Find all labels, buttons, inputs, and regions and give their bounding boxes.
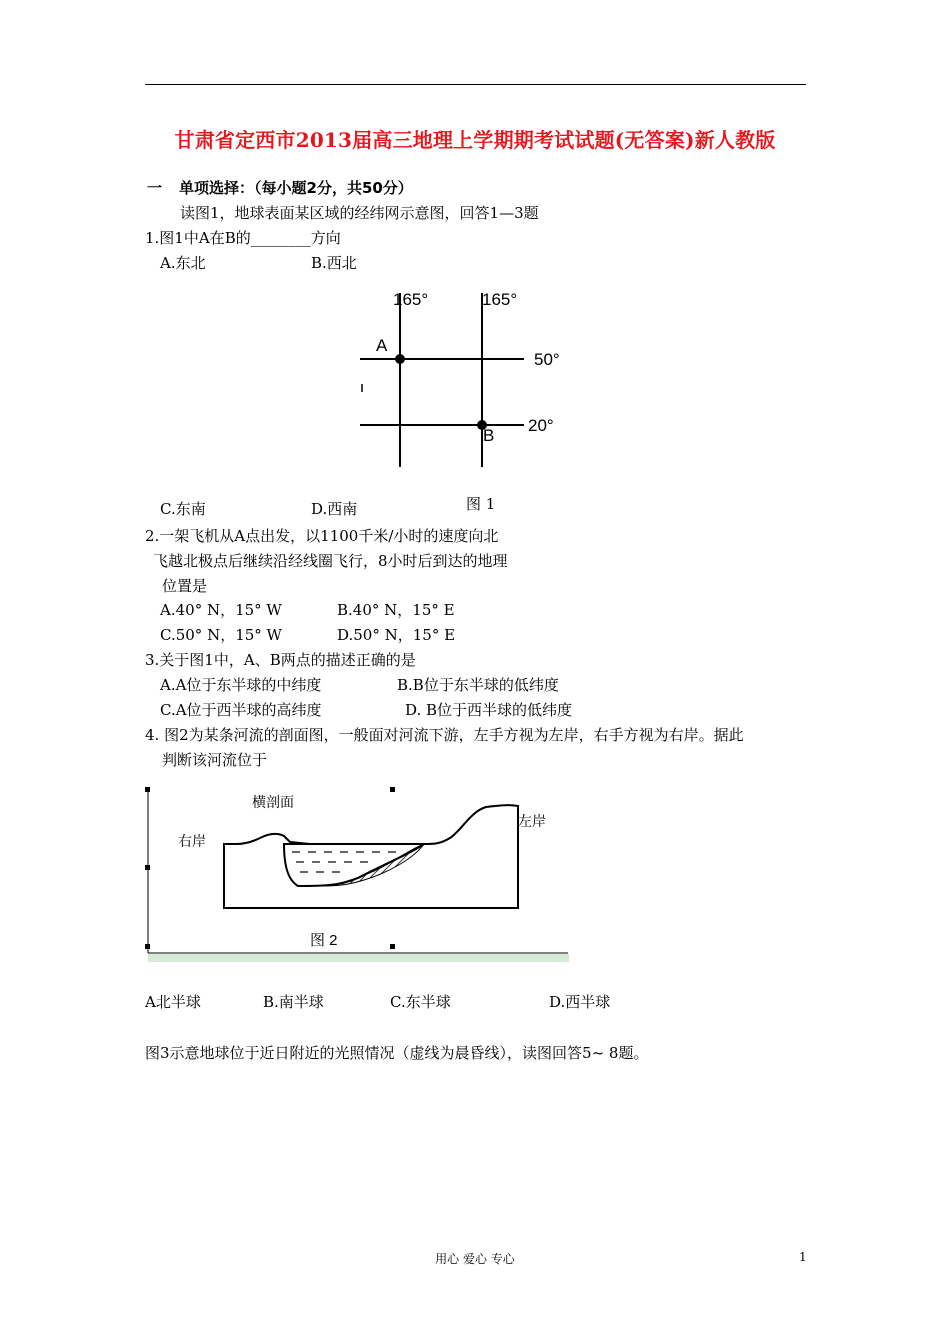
- q2-option-b: B.40° N，15° E: [337, 601, 455, 619]
- page-number: 1: [799, 1250, 807, 1264]
- q3-option-a: A.A位于东半球的中纬度: [160, 676, 322, 694]
- figure-1-grid: [350, 283, 580, 473]
- fig2-left-bank-label: 左岸: [518, 813, 546, 829]
- q1-stem: 1.图1中A在B的________方向: [145, 229, 341, 247]
- q4-option-b: B.南半球: [263, 993, 324, 1011]
- section-heading: 单项选择：（每小题2分，共50分）: [179, 179, 413, 197]
- frame-handle: [390, 944, 395, 949]
- q2-option-d: D.50° N，15° E: [337, 626, 456, 644]
- fig2-right-bank-label: 右岸: [178, 833, 206, 849]
- fig2-heading: 横剖面: [252, 794, 294, 810]
- section-number: 一: [147, 179, 163, 197]
- q2-stem-line3: 位置是: [162, 577, 208, 595]
- intro-fig1: 读图1，地球表面某区域的经纬网示意图，回答1—3题: [180, 204, 539, 222]
- q3-option-b: B.B位于东半球的低纬度: [397, 676, 559, 694]
- lon-label-right: 165°: [482, 290, 518, 309]
- q2-option-c: C.50° N，15° W: [160, 626, 282, 644]
- green-band: [148, 954, 569, 962]
- lat-label-bottom: 20°: [528, 416, 554, 435]
- q3-option-d: D. B位于西半球的低纬度: [405, 701, 573, 719]
- header-rule: [145, 84, 806, 85]
- q3-stem: 3.关于图1中，A、B两点的描述正确的是: [145, 651, 416, 669]
- point-b-label: B: [483, 426, 495, 445]
- q1-option-d: D.西南: [311, 500, 358, 518]
- q3-option-c: C.A位于西半球的高纬度: [160, 701, 322, 719]
- q1-option-a: A.东北: [160, 254, 206, 272]
- q2-stem-line2: 飞越北极点后继续沿经线圈飞行，8小时后到达的地理: [153, 552, 508, 570]
- frame-handle: [390, 787, 395, 792]
- q1-option-c: C.东南: [160, 500, 206, 518]
- q4-option-a: A北半球: [145, 993, 201, 1011]
- q1-option-b: B.西北: [311, 254, 357, 272]
- q2-option-a: A.40° N，15° W: [160, 601, 282, 619]
- point-a-marker: [395, 354, 405, 364]
- fig2-caption: 图 2: [310, 932, 338, 949]
- intro-fig3: 图3示意地球位于近日附近的光照情况（虚线为晨昏线），读图回答5~ 8题。: [145, 1044, 649, 1062]
- lat-label-top: 50°: [534, 350, 560, 369]
- q2-stem-line1: 2.一架飞机从A点出发，以1100千米/小时的速度向北: [145, 527, 499, 545]
- figure-2-cross-section: [140, 782, 575, 964]
- lon-label-left: 165°: [393, 290, 429, 309]
- page-title: 甘肃省定西市2013届高三地理上学期期考试试题(无答案)新人教版: [174, 128, 776, 152]
- point-a-label: A: [376, 336, 388, 355]
- sediment-deposit: [326, 844, 424, 886]
- q4-stem-line2: 判断该河流位于: [162, 751, 268, 769]
- fig1-caption: 图 1: [466, 495, 496, 513]
- footer-text: 用心 爱心 专心: [435, 1252, 515, 1266]
- bank-profile: [224, 805, 518, 908]
- q4-option-d: D.西半球: [549, 993, 611, 1011]
- q4-stem-line1: 4. 图2为某条河流的剖面图，一般面对河流下游，左手方视为左岸，右手方视为右岸。据此: [145, 726, 744, 744]
- q4-option-c: C.东半球: [390, 993, 451, 1011]
